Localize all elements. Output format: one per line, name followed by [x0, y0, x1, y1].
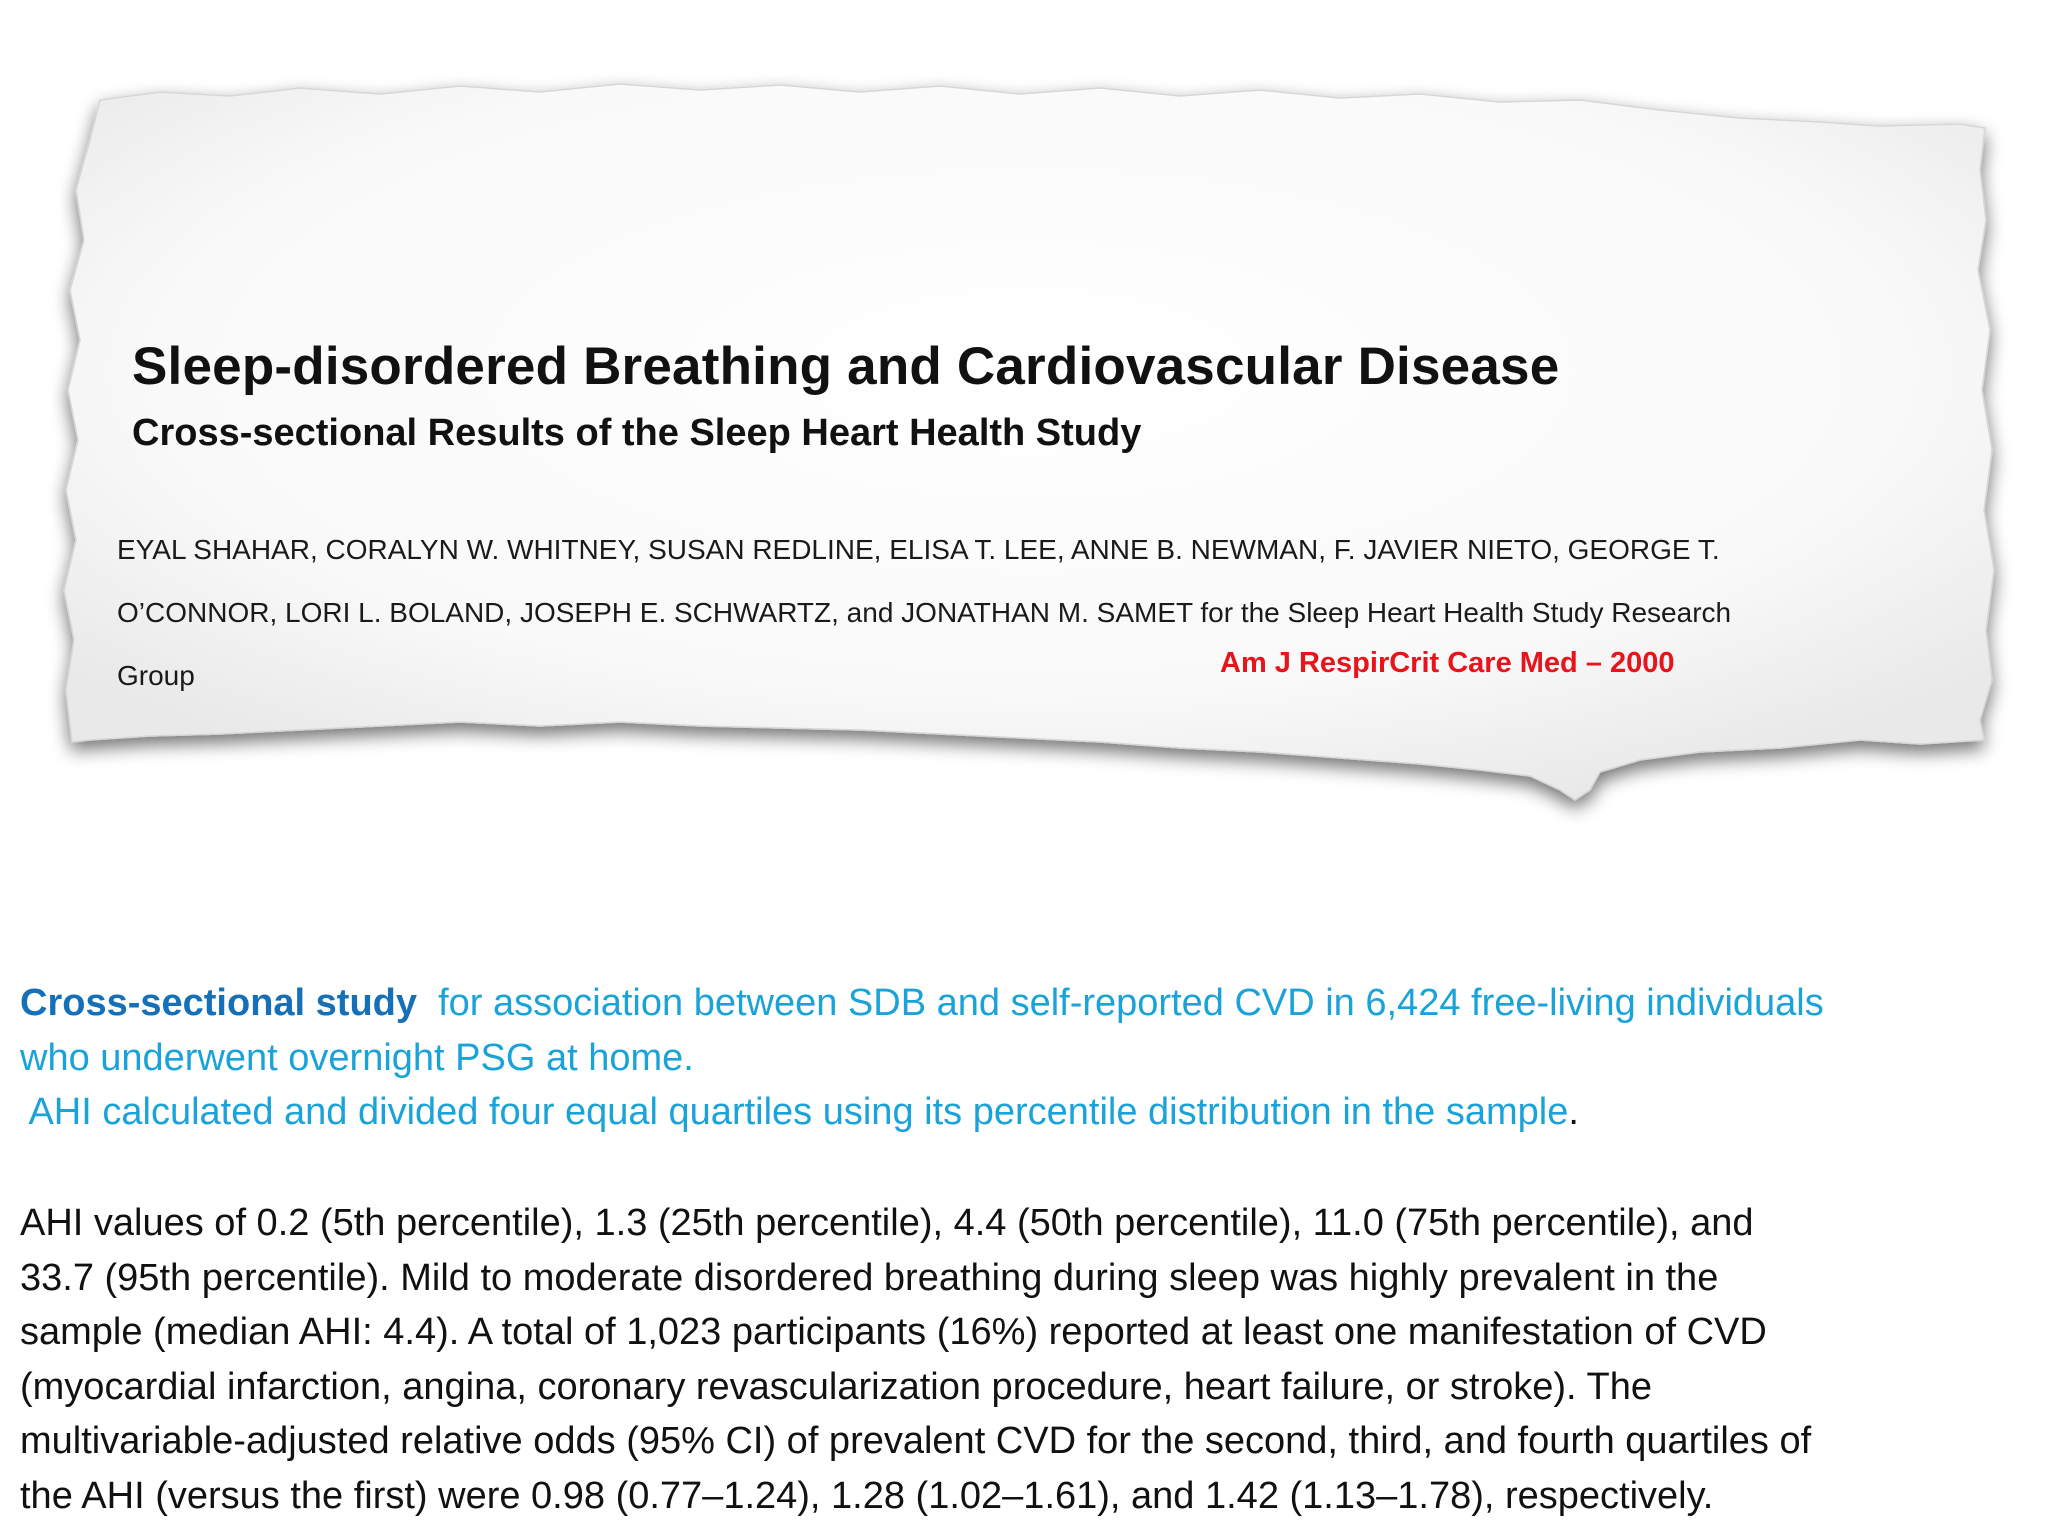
intro-line-2: who underwent overnight PSG at home. — [20, 1036, 694, 1079]
paper-title: Sleep-disordered Breathing and Cardiovascular Disease — [132, 337, 1560, 396]
author-line-1: EYAL SHAHAR, CORALYN W. WHITNEY, SUSAN REDLINE, ELISA T. LEE, ANNE B. NEWMAN, F. JAVIER NIETO, GEORGE T. — [117, 534, 1720, 565]
results-paragraph — [20, 1196, 2020, 1523]
results-line: (myocardial infarction, angina, coronary revascularization procedure, heart failure, or stroke). The — [20, 1365, 1652, 1408]
results-line: sample (median AHI: 4.4). A total of 1,023 participants (16%) reported at least one manifestation of CVD — [20, 1311, 1767, 1353]
author-line-2: O’CONNOR, LORI L. BOLAND, JOSEPH E. SCHWARTZ, and JONATHAN M. SAMET for the Sleep Heart Health Study Research — [117, 597, 1732, 628]
intro-line-3 — [20, 1085, 2020, 1140]
results-line: 33.7 (95th percentile). Mild to moderate disordered breathing during sleep was highly prevalent in the — [20, 1256, 1719, 1299]
journal-citation: Am J RespirCrit Care Med – 2000 — [1220, 647, 1675, 679]
intro-line-3-period: . — [1568, 1091, 1579, 1133]
author-line-3: Group — [117, 660, 195, 691]
intro-lead: Cross-sectional study — [20, 982, 417, 1024]
study-intro — [20, 976, 2020, 1140]
results-line: AHI values of 0.2 (5th percentile), 1.3 (25th percentile), 4.4 (50th percentile), 11.0 (75th percentile), and — [20, 1202, 1754, 1244]
paper-subtitle: Cross-sectional Results of the Sleep Heart Health Study — [132, 412, 1142, 454]
intro-line-3-text: AHI calculated and divided four equal quartiles using its percentile distribution in the sample — [20, 1091, 1569, 1133]
intro-line-1-rest: for association between SDB and self-reported CVD in 6,424 free-living individuals — [417, 982, 1824, 1024]
intro-line-1 — [20, 976, 2020, 1031]
results-line: the AHI (versus the first) were 0.98 (0.77–1.24), 1.28 (1.02–1.61), and 1.42 (1.13–1.78), respectively. — [20, 1474, 1714, 1517]
results-line: multivariable-adjusted relative odds (95% CI) of prevalent CVD for the second, third, and fourth quartiles of — [20, 1420, 1812, 1462]
